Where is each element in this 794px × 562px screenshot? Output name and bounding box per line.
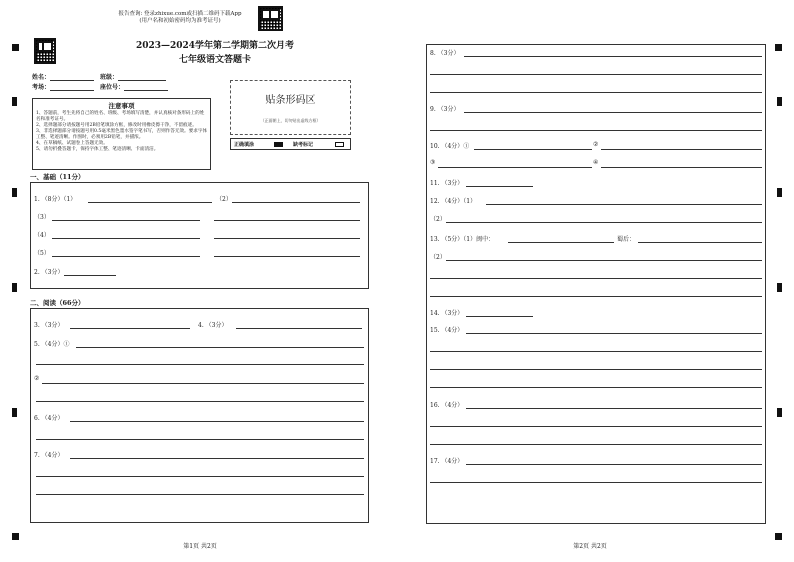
q7c-answer-line[interactable] xyxy=(36,494,364,495)
section1-box xyxy=(30,182,369,289)
q12-2-answer-line[interactable] xyxy=(446,222,762,223)
barcode-title: 贴条形码区 xyxy=(265,95,316,106)
q8-answer-line[interactable] xyxy=(464,56,762,57)
notice-heading: 注意事项 xyxy=(108,102,135,110)
q13-2-label: （2） xyxy=(430,254,446,261)
q10-4-label: ④ xyxy=(593,159,599,166)
report-query-line: 报告查询: 登录zhixue.com或扫描二维码下载App xyxy=(118,11,242,17)
page1-footer: 第1页 共2页 xyxy=(183,543,217,550)
q13-label: 13. （5分）（1）闽中： xyxy=(430,236,495,243)
q7-answer-line[interactable] xyxy=(70,458,364,459)
q2-label: 2. （3分） xyxy=(34,269,64,276)
timing-mark xyxy=(777,97,782,106)
timing-mark xyxy=(12,97,17,106)
q15-answer-line[interactable] xyxy=(466,333,762,334)
q3-answer-line[interactable] xyxy=(70,328,190,329)
q15d-answer-line[interactable] xyxy=(430,387,762,388)
q6b-answer-line[interactable] xyxy=(36,439,364,440)
missing-mark-label: 缺考标记 xyxy=(293,142,314,148)
notice-item: 1、答题前，考生先将自己的姓名、班级、考场填写清楚，并认真核对条形码上的姓名和准考证号。 xyxy=(36,111,205,122)
q8c-answer-line[interactable] xyxy=(430,92,762,93)
notice-item: 4、在草稿纸、试题卷上答题无效。 xyxy=(36,141,108,146)
q15c-answer-line[interactable] xyxy=(430,369,762,370)
q1-2-label: （2） xyxy=(216,196,232,203)
seat-field[interactable] xyxy=(100,82,168,91)
corner-mark-top-right xyxy=(775,44,782,51)
q11-label: 11. （3分） xyxy=(430,180,464,187)
q5-label: 5. （4分）① xyxy=(34,341,70,348)
q16-answer-line[interactable] xyxy=(466,408,762,409)
q8b-answer-line[interactable] xyxy=(430,74,762,75)
q5-1-answer-line[interactable] xyxy=(76,347,364,348)
notice-box xyxy=(32,98,211,170)
exam-room-field[interactable] xyxy=(32,82,94,91)
correct-fill-sample xyxy=(274,142,283,147)
q9b-answer-line[interactable] xyxy=(430,130,762,131)
q5-2-label: ② xyxy=(34,375,40,382)
q16c-answer-line[interactable] xyxy=(430,444,762,445)
q14-answer-line[interactable] xyxy=(466,316,533,317)
q16-label: 16. （4分） xyxy=(430,402,464,409)
page2-box xyxy=(426,44,766,524)
q7b-answer-line[interactable] xyxy=(36,476,364,477)
q10-1-answer-line[interactable] xyxy=(474,149,592,150)
name-field[interactable] xyxy=(32,72,94,81)
q10-2-label: ② xyxy=(593,141,599,148)
name-label: 姓名： xyxy=(32,74,51,81)
q13-after-label: 蜀后： xyxy=(617,236,636,243)
timing-mark xyxy=(777,188,782,197)
q13-2b-answer-line[interactable] xyxy=(430,278,762,279)
q1-4b-answer-line[interactable] xyxy=(214,238,360,239)
timing-mark xyxy=(12,283,17,292)
q12-1-answer-line[interactable] xyxy=(486,204,762,205)
q2-answer-line[interactable] xyxy=(64,275,116,276)
q10-2-answer-line[interactable] xyxy=(601,149,762,150)
notice-item: 3、非选择题部分请按题号用0.5毫米黑色墨水签字笔书写，否则作答无效。要求字体工整、笔迹清晰。作图时，必须用2B铅笔，并描浓。 xyxy=(36,129,208,140)
q1-3b-answer-line[interactable] xyxy=(214,220,360,221)
q1-5-label: （5） xyxy=(34,250,50,257)
q14-label: 14. （3分） xyxy=(430,310,464,317)
report-query-note: (用户名和初始密码均为准考证号) xyxy=(139,18,221,24)
missing-mark-checkbox[interactable] xyxy=(335,142,344,147)
q13-2-answer-line[interactable] xyxy=(446,260,762,261)
q16b-answer-line[interactable] xyxy=(430,426,762,427)
timing-mark xyxy=(777,408,782,417)
q13-2c-answer-line[interactable] xyxy=(430,296,762,297)
page2-footer: 第2页 共2页 xyxy=(573,543,607,550)
section2-box xyxy=(30,308,369,523)
q15b-answer-line[interactable] xyxy=(430,351,762,352)
q1-3-answer-line[interactable] xyxy=(52,220,200,221)
q1-5-answer-line[interactable] xyxy=(52,256,200,257)
corner-mark-top-left xyxy=(12,44,19,51)
timing-mark xyxy=(12,188,17,197)
exam-room-label: 考场： xyxy=(32,84,51,91)
q13-1-answer-line[interactable] xyxy=(508,242,614,243)
q17-answer-line[interactable] xyxy=(466,464,762,465)
barcode-hint: （正面朝上，切勿贴出虚线方框） xyxy=(260,118,321,123)
class-field[interactable] xyxy=(100,72,166,81)
q17-label: 17. （4分） xyxy=(430,458,464,465)
barcode-area xyxy=(230,80,351,135)
timing-mark xyxy=(12,408,17,417)
notice-item: 2、选择题部分请按题号用2B铅笔填涂方框，修改时用橡皮擦干净，不留痕迹。 xyxy=(36,123,197,128)
report-query-notice xyxy=(115,11,245,25)
section1-title: 一、基础（11分） xyxy=(30,173,85,181)
q10-label: 10. （4分）① xyxy=(430,143,470,150)
corner-mark-bottom-right xyxy=(775,533,782,540)
q10-3-label: ③ xyxy=(430,159,436,166)
q4-answer-line[interactable] xyxy=(236,328,362,329)
q5-2b-answer-line[interactable] xyxy=(36,401,364,402)
q1-2-answer-line[interactable] xyxy=(232,202,360,203)
q8-label: 8. （3分） xyxy=(430,50,460,57)
q17b-answer-line[interactable] xyxy=(430,482,762,483)
timing-mark xyxy=(777,283,782,292)
correct-fill-label: 正确填涂 xyxy=(234,142,255,148)
q3-label: 3. （3分） xyxy=(34,322,64,329)
q12-label: 12. （4分）（1） xyxy=(430,198,477,205)
notice-item: 5、请勿折叠答题卡，保持字体工整、笔迹清晰、卡面清洁。 xyxy=(36,147,159,152)
q1-4-answer-line[interactable] xyxy=(52,238,200,239)
seat-label: 座位号： xyxy=(100,84,125,91)
notice-list xyxy=(33,110,210,154)
q13-1b-answer-line[interactable] xyxy=(638,242,762,243)
q7-label: 7. （4分） xyxy=(34,452,64,459)
q10-4-answer-line[interactable] xyxy=(601,167,762,168)
q1-1-answer-line[interactable] xyxy=(88,202,212,203)
section2-title: 二、阅读（66分） xyxy=(30,299,85,307)
fill-example-box xyxy=(230,138,351,150)
q1-1-label: 1. （8分）（1） xyxy=(34,196,77,203)
exam-subtitle: 七年级语文答题卡 xyxy=(178,55,251,65)
q4-label: 4. （3分） xyxy=(198,322,228,329)
q9-answer-line[interactable] xyxy=(464,112,762,113)
qr-code-icon xyxy=(34,38,56,64)
class-label: 班级： xyxy=(100,74,119,81)
q6-answer-line[interactable] xyxy=(70,421,364,422)
q15-label: 15. （4分） xyxy=(430,327,464,334)
exam-title: 2023—2024学年第二学期第二次月考 xyxy=(135,41,295,51)
q10-3-answer-line[interactable] xyxy=(438,167,592,168)
q5-2-answer-line[interactable] xyxy=(42,383,364,384)
q5-1b-answer-line[interactable] xyxy=(36,364,364,365)
q9-label: 9. （3分） xyxy=(430,106,460,113)
q1-3-label: （3） xyxy=(34,214,50,221)
q1-4-label: （4） xyxy=(34,232,50,239)
q12-2-label: （2） xyxy=(430,216,446,223)
q1-5b-answer-line[interactable] xyxy=(214,256,360,257)
q6-label: 6. （4分） xyxy=(34,415,64,422)
qr-code-icon xyxy=(258,6,283,31)
q11-answer-line[interactable] xyxy=(466,186,533,187)
corner-mark-bottom-left xyxy=(12,533,19,540)
